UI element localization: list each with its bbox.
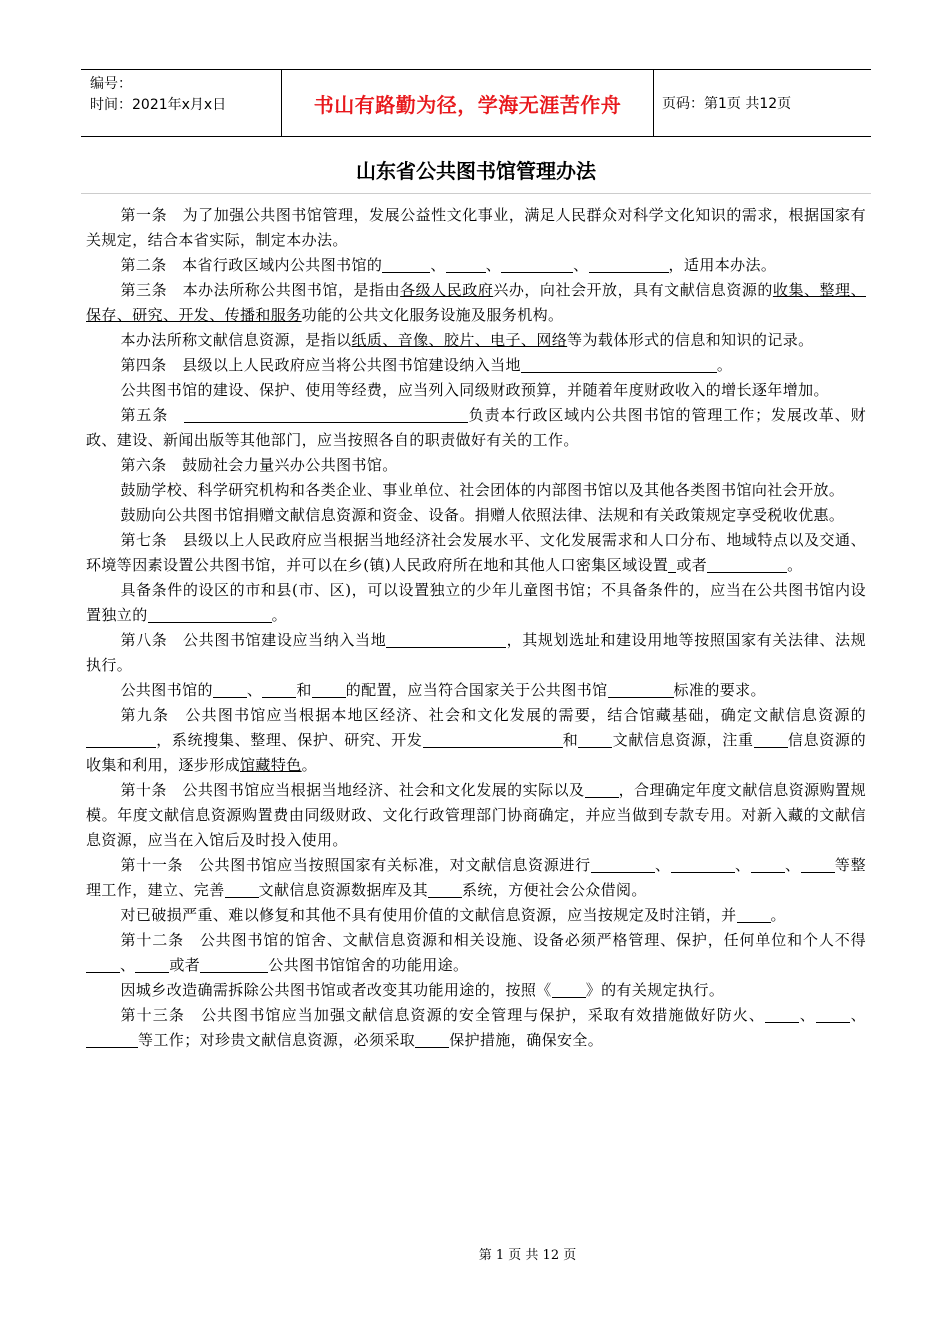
fill-blank[interactable] bbox=[135, 956, 169, 973]
article-8: 第八条 公共图书馆建设应当纳入当地 ，其规划选址和建设用地等按照国家有关法律、法规执行。 bbox=[86, 631, 866, 674]
article-2: 第二条 本省行政区域内公共图书馆的 、 、 、 ，适用本办法。 bbox=[120, 256, 777, 274]
article-7: 第七条 县级以上人民政府应当根据当地经济社会发展水平、文化发展需求和人口分布、地域特点以及交通、环境等因素设置公共图书馆，并可以在乡(镇)人民政府所在地和其他人口密集区域设置 或者 。 bbox=[86, 531, 866, 574]
fill-blank[interactable] bbox=[501, 256, 573, 273]
header-motto-cell bbox=[282, 70, 654, 136]
fill-blank[interactable] bbox=[262, 681, 296, 698]
page-label: 页码：第1页 共12页 bbox=[662, 96, 792, 112]
article-13: 第十三条 公共图书馆应当加强文献信息资源的安全管理与保护，采取有效措施做好防火、 、 、等工作；对珍贵文献信息资源，必须采取 保护措施，确保安全。 bbox=[86, 1003, 866, 1053]
document-body bbox=[86, 203, 866, 1053]
article-12: 第十二条 公共图书馆的馆舍、文献信息资源和相关设施、设备必须严格管理、保护，任何单位和个人不得、 或者 公共图书馆馆舍的功能用途。 bbox=[86, 928, 866, 978]
fill-blank[interactable] bbox=[423, 731, 563, 748]
fill-blank[interactable] bbox=[591, 856, 655, 873]
fill-blank[interactable] bbox=[86, 731, 156, 748]
fill-blank[interactable] bbox=[801, 856, 835, 873]
fill-blank[interactable] bbox=[213, 681, 247, 698]
article-6-para-2: 鼓励学校、科学研究机构和各类企业、事业单位、社会团体的内部图书馆以及其他各类图书馆向社会开放。 bbox=[120, 481, 845, 499]
article-1: 第一条 为了加强公共图书馆管理，发展公益性文化事业，满足人民群众对科学文化知识的需求，根据国家有关规定，结合本省实际，制定本办法。 bbox=[86, 206, 866, 249]
number-label: 编号： bbox=[90, 76, 132, 92]
article-5: 第五条 负责本行政区域内公共图书馆的管理工作；发展改革、财政、建设、新闻出版等其他部门，应当按照各自的职责做好有关的工作。 bbox=[86, 406, 866, 449]
article-3-para-2: 本办法所称文献信息资源，是指以纸质、音像、胶片、电子、网络等为载体形式的信息和知识的记录。 bbox=[120, 331, 814, 349]
fill-blank[interactable] bbox=[184, 406, 468, 423]
article-11: 第十一条 公共图书馆应当按照国家有关标准，对文献信息资源进行 、 、 、 等整理工作，建立、完善 文献信息资源数据库及其 系统，方便社会公众借阅。 bbox=[86, 856, 866, 899]
fill-blank[interactable] bbox=[86, 1031, 138, 1048]
article-7-para-2: 具备条件的设区的市和县(市、区)，可以设置独立的少年儿童图书馆；不具备条件的，应当在公共图书馆内设置独立的 。 bbox=[86, 581, 866, 624]
fill-blank[interactable] bbox=[707, 556, 787, 573]
fill-blank[interactable] bbox=[671, 856, 735, 873]
fill-blank[interactable] bbox=[415, 1031, 449, 1048]
document-header bbox=[81, 69, 871, 137]
fill-blank[interactable] bbox=[608, 681, 674, 698]
fill-blank[interactable] bbox=[200, 956, 268, 973]
article-6-para-3: 鼓励向公共图书馆捐赠文献信息资源和资金、设备。捐赠人依照法律、法规和有关政策规定享受税收优惠。 bbox=[120, 506, 845, 524]
fill-blank[interactable] bbox=[312, 681, 346, 698]
article-3: 第三条 本办法所称公共图书馆，是指由各级人民政府兴办，向社会开放，具有文献信息资源的收集、整理、保存、研究、开发、传播和服务功能的公共文化服务设施及服务机构。 bbox=[86, 281, 866, 324]
article-12-para-2: 因城乡改造确需拆除公共图书馆或者改变其功能用途的，按照《 》的有关规定执行。 bbox=[120, 981, 725, 999]
fill-blank[interactable] bbox=[148, 606, 272, 623]
time-label: 时间：2021年x月x日 bbox=[90, 97, 227, 113]
fill-blank[interactable] bbox=[765, 1006, 799, 1023]
article-8-para-2: 公共图书馆的 、 和 的配置，应当符合国家关于公共图书馆 标准的要求。 bbox=[120, 681, 766, 699]
article-10: 第十条 公共图书馆应当根据当地经济、社会和文化发展的实际以及 ，合理确定年度文献信息资源购置规模。年度文献信息资源购置费由同级财政、文化行政管理部门协商确定，并应当做到专款专用。对新入藏的文献信息资源，应当在入馆后及时投入使用。 bbox=[86, 781, 866, 849]
fill-blank[interactable] bbox=[751, 856, 785, 873]
fill-blank[interactable] bbox=[428, 881, 462, 898]
article-6: 第六条 鼓励社会力量兴办公共图书馆。 bbox=[120, 456, 398, 474]
fill-blank[interactable] bbox=[578, 731, 612, 748]
document-title: 山东省公共图书馆管理办法 bbox=[81, 149, 871, 194]
fill-blank[interactable] bbox=[225, 881, 259, 898]
page-footer: 第 1 页 共 12 页 bbox=[478, 1248, 577, 1263]
fill-blank[interactable] bbox=[382, 256, 430, 273]
fill-blank[interactable] bbox=[446, 256, 486, 273]
fill-blank[interactable] bbox=[86, 956, 120, 973]
article-9: 第九条 公共图书馆应当根据本地区经济、社会和文化发展的需要，结合馆藏基础，确定文献信息资源的，系统搜集、整理、保护、研究、开发 和 文献信息资源，注重 信息资源的收集和利用，逐步形成馆藏特色。 bbox=[86, 706, 866, 774]
fill-blank[interactable] bbox=[386, 631, 506, 648]
fill-blank[interactable] bbox=[521, 356, 717, 373]
fill-blank[interactable] bbox=[589, 256, 669, 273]
article-11-para-2: 对已破损严重、难以修复和其他不具有使用价值的文献信息资源，应当按规定及时注销，并 。 bbox=[120, 906, 786, 924]
article-4-para-2: 公共图书馆的建设、保护、使用等经费，应当列入同级财政预算，并随着年度财政收入的增长逐年增加。 bbox=[120, 381, 829, 399]
fill-blank[interactable] bbox=[816, 1006, 850, 1023]
fill-blank[interactable] bbox=[552, 981, 586, 998]
fill-blank[interactable] bbox=[737, 906, 771, 923]
header-page-cell bbox=[654, 70, 871, 136]
motto: 书山有路勤为径，学海无涯苦作舟 bbox=[313, 92, 622, 117]
article-4: 第四条 县级以上人民政府应当将公共图书馆建设纳入当地 。 bbox=[120, 356, 733, 374]
header-meta bbox=[81, 70, 282, 136]
fill-blank[interactable] bbox=[754, 731, 788, 748]
fill-blank[interactable] bbox=[585, 781, 619, 798]
